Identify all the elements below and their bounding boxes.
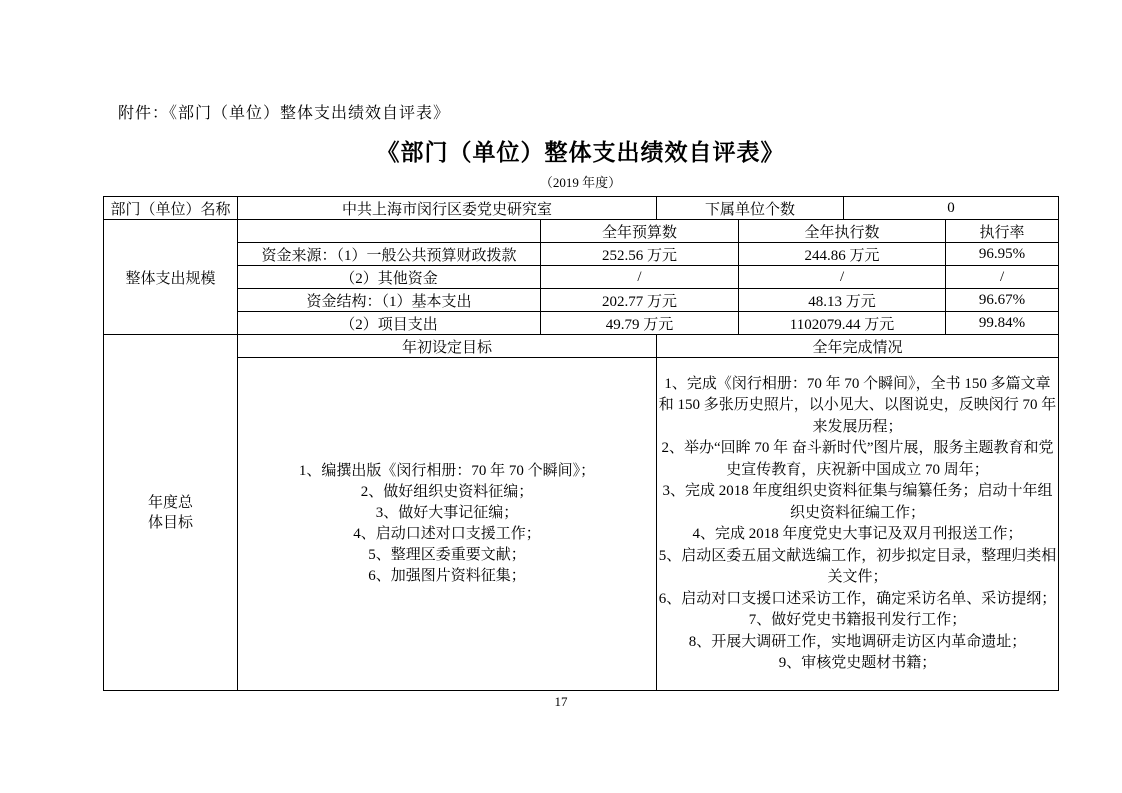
finance-row-budget: 202.77 万元	[541, 289, 739, 312]
finance-row-budget: 252.56 万元	[541, 243, 739, 266]
empty-cell	[238, 220, 541, 243]
finance-row-executed: 1102079.44 万元	[739, 312, 946, 335]
goal-set-item: 1、编撰出版《闵行相册：70 年 70 个瞬间》；	[298, 463, 596, 479]
finance-row-label: 资金来源：（1）一般公共预算财政拨款	[238, 243, 541, 266]
finance-row-executed: 244.86 万元	[739, 243, 946, 266]
goal-done-item: 9、审核党史题材书籍；	[778, 655, 937, 671]
table-row	[104, 243, 1059, 266]
table-row	[104, 312, 1059, 335]
attachment-line: 附件：《部门（单位）整体支出绩效自评表》	[118, 105, 451, 122]
finance-row-label: 资金结构：（1）基本支出	[238, 289, 541, 312]
goal-done-item: 6、启动对口支援口述采访工作，确定采访名单、采访提纲；	[658, 590, 1057, 607]
goal-done-item: 2、举办“回眸 70 年 奋斗新时代”图片展，服务主题教育和党史宣传教育，庆祝新中国成立 70 周年；	[661, 440, 1054, 478]
table-row	[104, 266, 1059, 289]
dept-name-value: 中共上海市闵行区委党史研究室	[238, 197, 657, 220]
goal-done-item: 8、开展大调研工作，实地调研走访区内革命遗址；	[688, 633, 1027, 650]
table-row	[104, 220, 1059, 243]
goals-done-cell	[657, 358, 1059, 691]
annual-goal-label-text: 年度总体目标	[147, 494, 193, 531]
self-evaluation-table	[103, 196, 1059, 691]
goal-done-item: 7、做好党史书籍报刊发行工作；	[748, 612, 967, 628]
goal-done-item: 4、完成 2018 年度党史大事记及双月刊报送工作；	[692, 526, 1023, 542]
sub-units-value: 0	[844, 197, 1059, 220]
goals-set-cell	[238, 358, 657, 691]
finance-row-executed: 48.13 万元	[739, 289, 946, 312]
finance-row-budget: /	[541, 266, 739, 289]
table-row	[104, 289, 1059, 312]
finance-row-label: （2）项目支出	[238, 312, 541, 335]
page-subtitle: （2019 年度）	[539, 175, 622, 190]
finance-row-rate: /	[946, 266, 1059, 289]
finance-row-rate: 96.67%	[946, 289, 1059, 312]
finance-row-rate: 99.84%	[946, 312, 1059, 335]
finance-row-budget: 49.79 万元	[541, 312, 739, 335]
table-row	[104, 358, 1059, 691]
finance-row-executed: /	[739, 266, 946, 289]
goal-done-item: 3、完成 2018 年度组织史资料征集与编纂任务；启动十年组织史资料征编工作；	[662, 483, 1053, 521]
col-header-budget: 全年预算数	[541, 220, 739, 243]
goal-done-item: 5、启动区委五届文献选编工作，初步拟定目录，整理归类相关文件；	[658, 547, 1057, 585]
col-header-rate: 执行率	[946, 220, 1059, 243]
goal-done-item: 1、完成《闵行相册：70 年 70 个瞬间》，全书 150 多篇文章和 150 多张历史照片，以小见大、以图说史，反映闵行 70 年来发展历程；	[658, 375, 1057, 435]
goals-set-header: 年初设定目标	[238, 335, 657, 358]
col-header-executed: 全年执行数	[739, 220, 946, 243]
goal-set-item: 2、做好组织史资料征编；	[360, 484, 534, 500]
goal-set-item: 3、做好大事记征编；	[375, 505, 519, 521]
dept-name-label: 部门（单位）名称	[104, 197, 238, 220]
annual-goal-label	[104, 335, 238, 691]
overall-expenditure-scale-label: 整体支出规模	[104, 220, 238, 335]
table-row	[104, 197, 1059, 220]
page-title: 《部门（单位）整体支出绩效自评表》	[376, 140, 785, 165]
page-number: 17	[554, 694, 568, 709]
goal-set-item: 5、整理区委重要文献；	[368, 547, 526, 563]
table-row	[104, 335, 1059, 358]
goal-set-item: 4、启动口述对口支援工作；	[353, 526, 541, 542]
goals-done-header: 全年完成情况	[657, 335, 1059, 358]
finance-row-rate: 96.95%	[946, 243, 1059, 266]
sub-units-label: 下属单位个数	[657, 197, 844, 220]
finance-row-label: （2）其他资金	[238, 266, 541, 289]
goal-set-item: 6、加强图片资料征集；	[368, 568, 526, 584]
